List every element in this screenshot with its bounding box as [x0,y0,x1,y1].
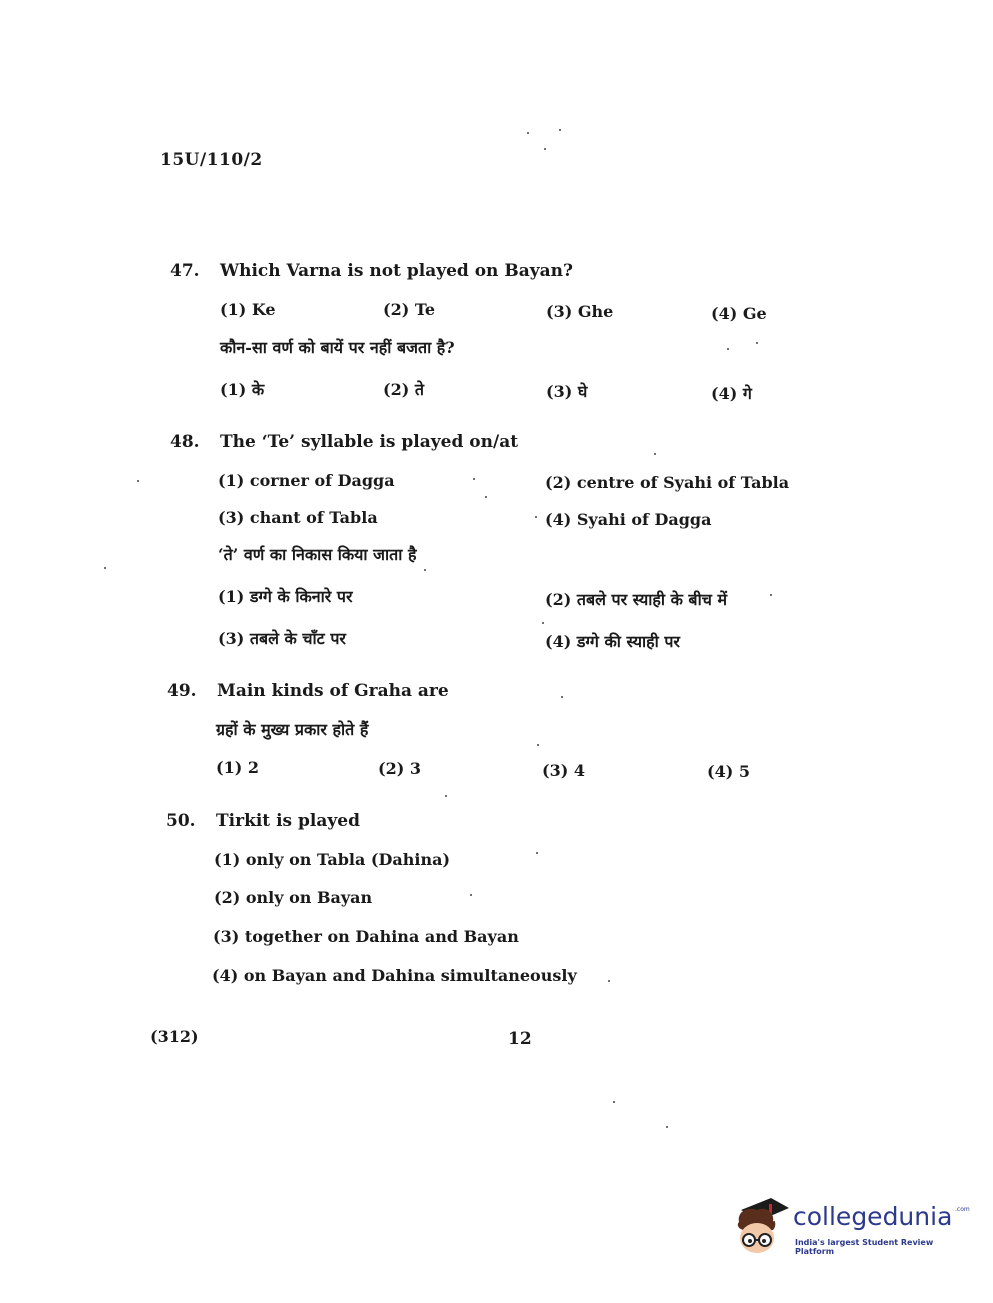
option: (1) only on Tabla (Dahina) [214,850,451,869]
question-49 [167,681,449,701]
question-number: 47. [170,261,200,281]
option: (3) 4 [542,761,585,780]
footer-code: (312) [150,1027,199,1046]
option: (4) Ge [711,304,767,323]
collegedunia-logo [735,1196,970,1258]
option: (3) Ghe [546,302,614,321]
logo-tagline: India's largest Student Review Platform [795,1238,934,1256]
option: (4) on Bayan and Dahina simultaneously [212,966,577,985]
question-text-hindi: ‘ते’ वर्ण का निकास किया जाता है [218,545,417,564]
option-hindi: (1) डग्गे के किनारे पर [218,587,353,606]
option: (2) 3 [378,759,421,778]
option-hindi: (3) तबले के चाँट पर [218,629,346,648]
logo-suffix: .com [955,1206,970,1213]
option-hindi: (2) तबले पर स्याही के बीच में [545,590,728,609]
option: (3) together on Dahina and Bayan [213,927,519,946]
option-hindi: (4) गे [711,384,752,403]
option: (1) corner of Dagga [218,471,395,490]
question-47 [170,261,573,281]
question-text-hindi: ग्रहों के मुख्य प्रकार होते हैं [216,720,369,739]
paper-code: 15U/110/2 [160,150,263,170]
option-hindi: (4) डग्गे की स्याही पर [545,632,680,651]
option: (2) only on Bayan [214,888,373,907]
option: (1) Ke [220,300,276,319]
question-number: 49. [167,681,197,701]
option: (3) chant of Tabla [218,508,378,527]
option: (2) Te [383,300,436,319]
option-hindi: (2) ते [383,380,424,399]
logo-name: collegedunia [793,1202,953,1231]
option-hindi: (1) के [220,380,265,399]
question-number: 50. [166,811,196,831]
question-text: The ‘Te’ syllable is played on/at [220,432,519,452]
question-number: 48. [170,432,200,452]
question-text-hindi: कौन-सा वर्ण को बायें पर नहीं बजता है? [220,338,455,357]
option: (4) Syahi of Dagga [545,510,712,529]
option-hindi: (3) घे [546,382,588,401]
mascot-icon [735,1196,791,1256]
option: (4) 5 [707,762,750,781]
page-number: 12 [508,1029,532,1049]
question-text: Which Varna is not played on Bayan? [220,261,573,281]
question-text: Main kinds of Graha are [217,681,449,701]
question-48 [170,432,518,452]
option: (1) 2 [216,758,259,777]
question-50 [166,811,360,831]
question-text: Tirkit is played [216,811,360,831]
option: (2) centre of Syahi of Tabla [545,473,790,492]
